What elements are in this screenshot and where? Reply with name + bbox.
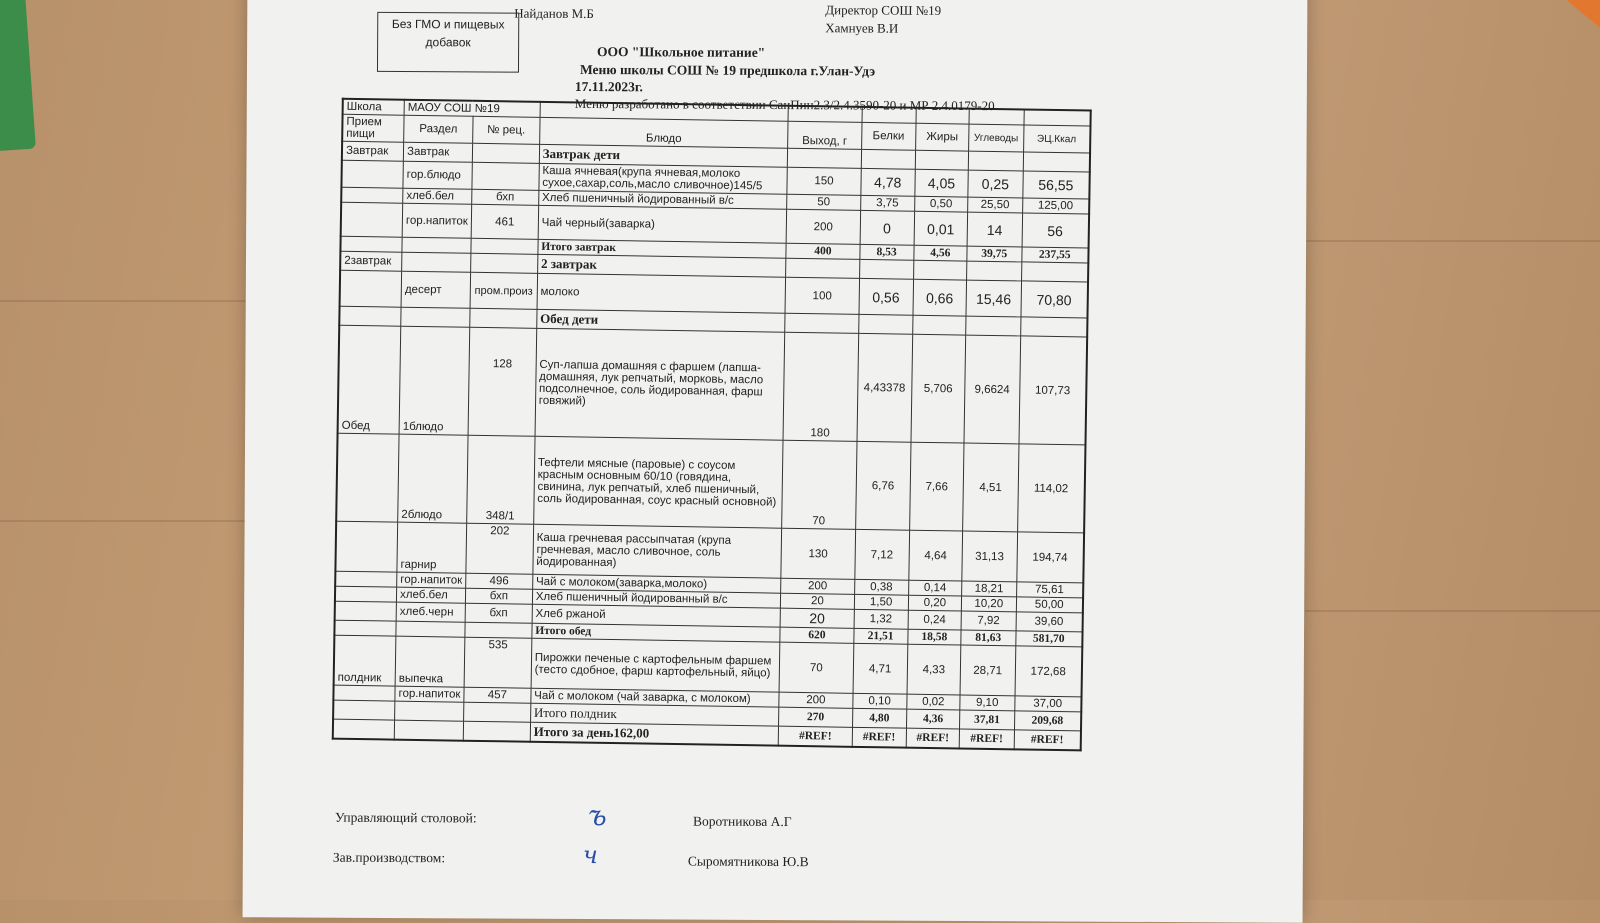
header-dish: Блюдо xyxy=(539,117,788,148)
row-section: хлеб.бел xyxy=(396,587,465,603)
total-carbs: #REF! xyxy=(959,729,1014,749)
row-section: десерт xyxy=(401,271,470,308)
total-carbs: 39,75 xyxy=(967,246,1022,262)
snack-total-label: Итого полдник xyxy=(530,703,779,726)
production-signature: ч xyxy=(582,840,598,870)
total-carbs: 37,81 xyxy=(960,710,1015,730)
row-recipe: бхп xyxy=(465,588,532,604)
school-value: МАОУ СОШ №19 xyxy=(404,100,540,118)
lunch-total-label: Итого обед xyxy=(532,623,781,642)
row-dish: Хлеб пшеничный йодированный в/с xyxy=(538,190,787,209)
production-label: Зав.производством: xyxy=(332,849,446,866)
total-output: #REF! xyxy=(779,726,853,747)
row-carbs: 9,6624 xyxy=(964,335,1020,444)
row-kcal: 50,00 xyxy=(1016,597,1083,613)
row-dish: молоко xyxy=(537,273,786,313)
total-fat: 18,58 xyxy=(908,629,961,645)
menu-date: 17.11.2023г. xyxy=(574,78,643,95)
row-recipe: 535 xyxy=(464,637,532,688)
header-section: Раздел xyxy=(404,115,473,143)
row-dish: Суп-лапша домашняя с фаршем (лапша-домашняя, лук репчатый, морковь, масло подсолнечное, соль йодированная, фарш говяжий) xyxy=(535,328,785,440)
row-fat: 4,64 xyxy=(909,530,963,581)
row-dish: Каша ячневая(крупа ячневая,молоко сухое,сахар,соль,масло сливочное)145/5 xyxy=(539,163,788,194)
row-dish: Хлеб ржаной xyxy=(532,604,781,627)
row-kcal: 172,68 xyxy=(1015,646,1083,697)
row-fat: 7,66 xyxy=(909,442,964,531)
total-protein: 4,80 xyxy=(852,708,907,728)
table-row xyxy=(338,325,1088,445)
row-carbs: 4,51 xyxy=(963,443,1019,532)
row-carbs: 18,21 xyxy=(962,581,1017,597)
row-output: 70 xyxy=(779,642,853,693)
row-carbs: 7,92 xyxy=(961,611,1016,631)
row-kcal: 75,61 xyxy=(1016,582,1083,598)
breakfast-total-label: Итого завтрак xyxy=(538,239,787,258)
row-recipe: 128 xyxy=(468,327,536,436)
row-recipe: 202 xyxy=(466,523,534,574)
row-protein: 7,12 xyxy=(854,529,909,580)
row-section: гарнир xyxy=(397,522,467,573)
row-output: 130 xyxy=(781,528,855,579)
row-section: 2блюдо xyxy=(398,434,468,523)
row-protein: 3,75 xyxy=(860,195,914,211)
row-carbs: 15,46 xyxy=(966,280,1021,317)
company-name: ООО "Школьное питание" xyxy=(597,44,766,60)
row-section: гор.напиток xyxy=(397,572,466,588)
total-output: 620 xyxy=(780,627,853,643)
school-line: Меню школы СОШ № 19 предшкола г.Улан-Удэ xyxy=(579,61,876,79)
row-recipe: пром.произ xyxy=(470,272,537,309)
row-recipe: 461 xyxy=(471,204,538,239)
row-protein: 4,43378 xyxy=(857,333,913,442)
row-dish: Тефтели мясные (паровые) с соусом красным основным 60/10 (говядина, свинина, лук репчатый, хлеб пшеничный, соль йодированная, соус красный основной) xyxy=(533,436,783,528)
row-dish: Пирожки печеные с картофельным фаршем (тесто сдобное, фарш картофельный, яйцо) xyxy=(531,638,780,692)
total-protein: 21,51 xyxy=(853,628,907,644)
total-kcal: 209,68 xyxy=(1014,711,1081,731)
row-protein: 4,78 xyxy=(860,168,915,196)
row-fat: 0,66 xyxy=(913,279,967,316)
header-fat: Жиры xyxy=(915,123,969,151)
header-meal: Прием пищи xyxy=(342,114,404,142)
lunch-title: Обед дети xyxy=(536,309,785,332)
row-recipe: 496 xyxy=(466,573,533,589)
total-output: 400 xyxy=(786,243,859,259)
row-fat: 0,01 xyxy=(914,211,968,246)
row-fat: 4,05 xyxy=(915,169,969,197)
row-carbs: 31,13 xyxy=(962,531,1017,582)
row-fat: 4,33 xyxy=(907,644,961,695)
row-output: 100 xyxy=(785,277,859,314)
row-kcal: 114,02 xyxy=(1017,444,1085,533)
row-kcal: 56,55 xyxy=(1022,171,1089,199)
row-fat: 5,706 xyxy=(911,334,966,443)
row-kcal: 37,00 xyxy=(1014,696,1081,712)
row-carbs: 0,25 xyxy=(968,170,1023,198)
school-label: Школа xyxy=(343,99,405,115)
total-fat: 4,56 xyxy=(914,245,967,261)
row-section: хлеб.бел xyxy=(403,188,472,204)
total-kcal: 237,55 xyxy=(1021,247,1088,263)
total-kcal: 581,70 xyxy=(1015,631,1082,647)
row-section: гор.блюдо xyxy=(403,161,472,189)
menu-document xyxy=(243,0,1308,923)
total-fat: 4,36 xyxy=(906,709,960,729)
manager-signature: ъ xyxy=(587,799,607,833)
row-section: выпечка xyxy=(395,636,465,687)
row-fat: 0,50 xyxy=(914,196,967,212)
row-section: хлеб.черн xyxy=(396,602,465,622)
row-carbs: 28,71 xyxy=(960,645,1015,696)
row-kcal: 56 xyxy=(1022,213,1089,248)
total-kcal: #REF! xyxy=(1014,730,1081,751)
row-dish: Каша гречневая рассыпчатая (крупа гречневая, масло сливочное, соль йодированная) xyxy=(533,524,782,578)
row-protein: 6,76 xyxy=(855,441,911,530)
total-protein: #REF! xyxy=(852,727,907,747)
row-fat: 0,20 xyxy=(908,595,961,611)
row-output: 50 xyxy=(787,194,860,210)
table-row xyxy=(336,433,1085,533)
production-name: Сыромятникова Ю.В xyxy=(687,853,809,870)
row-output: 200 xyxy=(781,578,854,594)
day-total-label: Итого за день162,00 xyxy=(530,722,779,745)
row-dish: Чай с молоком (чай заварка, с молоком) xyxy=(531,688,780,707)
row-recipe: бхп xyxy=(465,603,532,623)
row-section: гор.напиток xyxy=(395,686,464,702)
row-kcal: 39,60 xyxy=(1016,612,1083,632)
total-protein: 8,53 xyxy=(859,244,913,260)
row-protein: 1,50 xyxy=(854,594,908,610)
row-fat: 0,24 xyxy=(908,610,962,630)
row-section: гор.напиток xyxy=(402,203,471,238)
manager-name: Воротникова А.Г xyxy=(693,813,792,830)
row-protein: 1,32 xyxy=(854,609,909,629)
director-name: Хамнуев В.И xyxy=(825,20,899,36)
meal-second-breakfast: 2завтрак xyxy=(340,251,402,271)
row-output: 200 xyxy=(779,692,852,708)
total-output: 270 xyxy=(779,707,853,727)
row-dish: Чай черный(заварка) xyxy=(538,205,787,243)
menu-table xyxy=(332,95,1092,752)
meal-lunch: Обед xyxy=(338,325,401,434)
row-kcal: 194,74 xyxy=(1016,532,1084,583)
breakfast-title: Завтрак дети xyxy=(539,144,788,167)
manager-label: Управляющий столовой: xyxy=(335,809,477,826)
row-output: 150 xyxy=(787,167,861,195)
header-output: Выход, г xyxy=(788,121,862,149)
meal-breakfast: Завтрак xyxy=(342,141,404,161)
row-protein: 0,56 xyxy=(859,278,914,315)
total-carbs: 81,63 xyxy=(961,630,1016,646)
row-fat: 0,14 xyxy=(908,580,961,596)
row-carbs: 14 xyxy=(967,212,1022,247)
row-kcal: 125,00 xyxy=(1022,198,1089,214)
row-carbs: 9,10 xyxy=(960,695,1015,711)
row-output: 20 xyxy=(781,593,854,609)
row-output: 180 xyxy=(783,332,858,441)
row-recipe xyxy=(472,162,539,190)
row-protein: 4,71 xyxy=(853,643,908,694)
second-breakfast-title: 2 завтрак xyxy=(537,254,786,277)
header-kcal: ЭЦ.Ккал xyxy=(1023,125,1090,153)
gmo-free-box: Без ГМО и пищевых добавок xyxy=(377,12,519,73)
orange-pen xyxy=(1551,0,1600,32)
row-protein: 0,38 xyxy=(854,579,908,595)
header-carbs: Углеводы xyxy=(969,124,1024,152)
row-kcal: 107,73 xyxy=(1019,336,1088,445)
meal-afternoon-snack: полдник xyxy=(334,635,396,686)
row-carbs: 10,20 xyxy=(961,596,1016,612)
row-recipe: 348/1 xyxy=(467,435,535,524)
row-protein: 0 xyxy=(860,210,915,245)
row-carbs: 25,50 xyxy=(968,197,1023,213)
green-pen xyxy=(0,0,36,151)
section-breakfast: Завтрак xyxy=(403,142,472,162)
row-dish: Хлеб пшеничный йодированный в/с xyxy=(532,589,781,608)
row-kcal: 70,80 xyxy=(1021,281,1088,318)
row-protein: 0,10 xyxy=(852,693,906,709)
row-output: 70 xyxy=(782,440,857,529)
row-section: 1блюдо xyxy=(399,326,470,435)
row-recipe: 457 xyxy=(464,687,531,703)
total-fat: #REF! xyxy=(906,728,960,748)
approver-left: Найданов М.Б xyxy=(514,5,594,22)
row-recipe: бхп xyxy=(472,189,539,205)
row-dish: Чай с молоком(заварка,молоко) xyxy=(532,574,781,593)
row-output: 20 xyxy=(780,608,854,628)
header-recipe: № рец. xyxy=(473,116,540,144)
header-protein: Белки xyxy=(861,122,916,150)
sanpin-note: Меню разработано в соответствии СанПин2.3/2.4.3590-20 и МР 2.4.0179-20 xyxy=(574,95,995,114)
row-fat: 0,02 xyxy=(907,694,960,710)
row-output: 200 xyxy=(786,209,860,244)
director-title: Директор СОШ №19 xyxy=(825,2,942,18)
